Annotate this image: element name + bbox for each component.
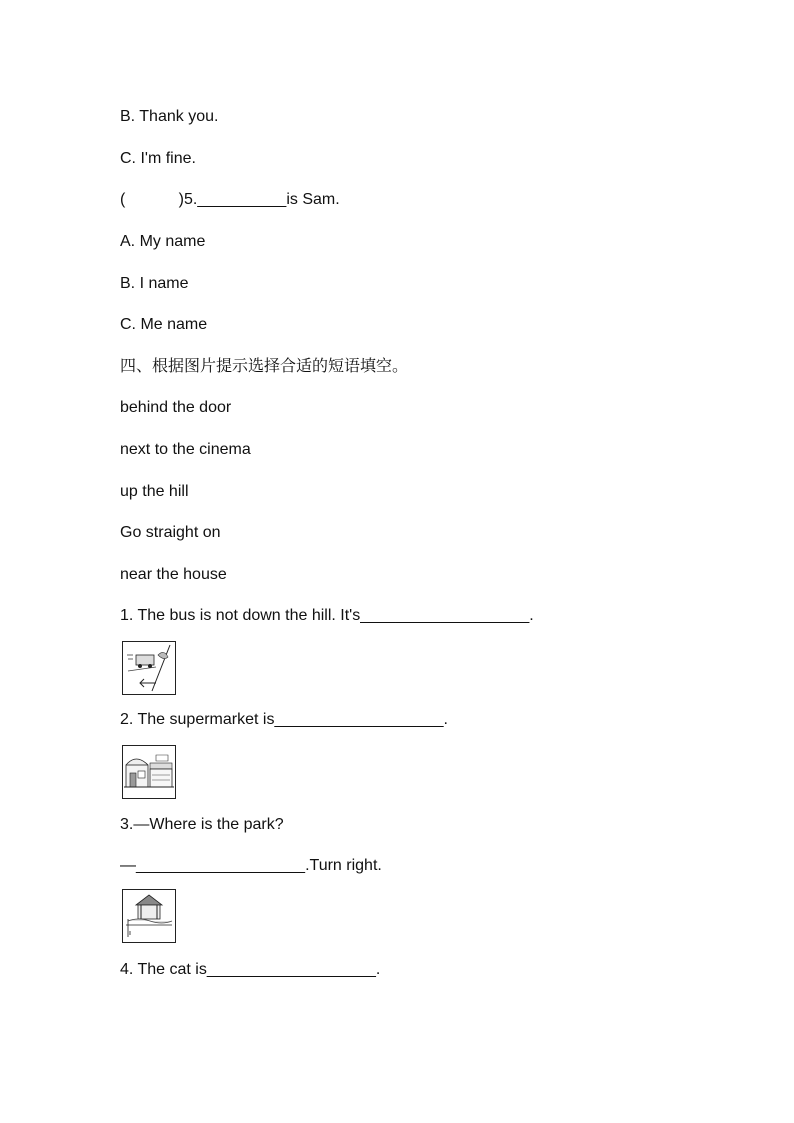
q5-option-c: C. Me name (120, 316, 208, 333)
section4-title: 四、根据图片提示选择合适的短语填空。 (120, 358, 409, 375)
q4-option-c: C. I'm fine. (120, 150, 196, 167)
q5-option-b: B. I name (120, 275, 189, 292)
sentence-3-answer: —___________________.Turn right. (120, 857, 382, 874)
q5-option-a: A. My name (120, 233, 206, 250)
sentence-2: 2. The supermarket is___________________. (120, 711, 448, 728)
sentence-4: 4. The cat is___________________. (120, 961, 381, 978)
park-gate-picture (122, 889, 176, 943)
q4-option-b: B. Thank you. (120, 108, 219, 125)
supermarket-cinema-picture (122, 745, 176, 799)
sentence-3-question: 3.—Where is the park? (120, 816, 284, 833)
phrase-behind-the-door: behind the door (120, 399, 232, 416)
q5-stem: ( )5.__________is Sam. (120, 191, 340, 208)
phrase-near-the-house: near the house (120, 566, 227, 583)
phrase-go-straight-on: Go straight on (120, 524, 221, 541)
sentence-1: 1. The bus is not down the hill. It's___________________. (120, 607, 534, 624)
phrase-up-the-hill: up the hill (120, 483, 189, 500)
phrase-next-to-the-cinema: next to the cinema (120, 441, 251, 458)
bus-hill-picture (122, 641, 176, 695)
